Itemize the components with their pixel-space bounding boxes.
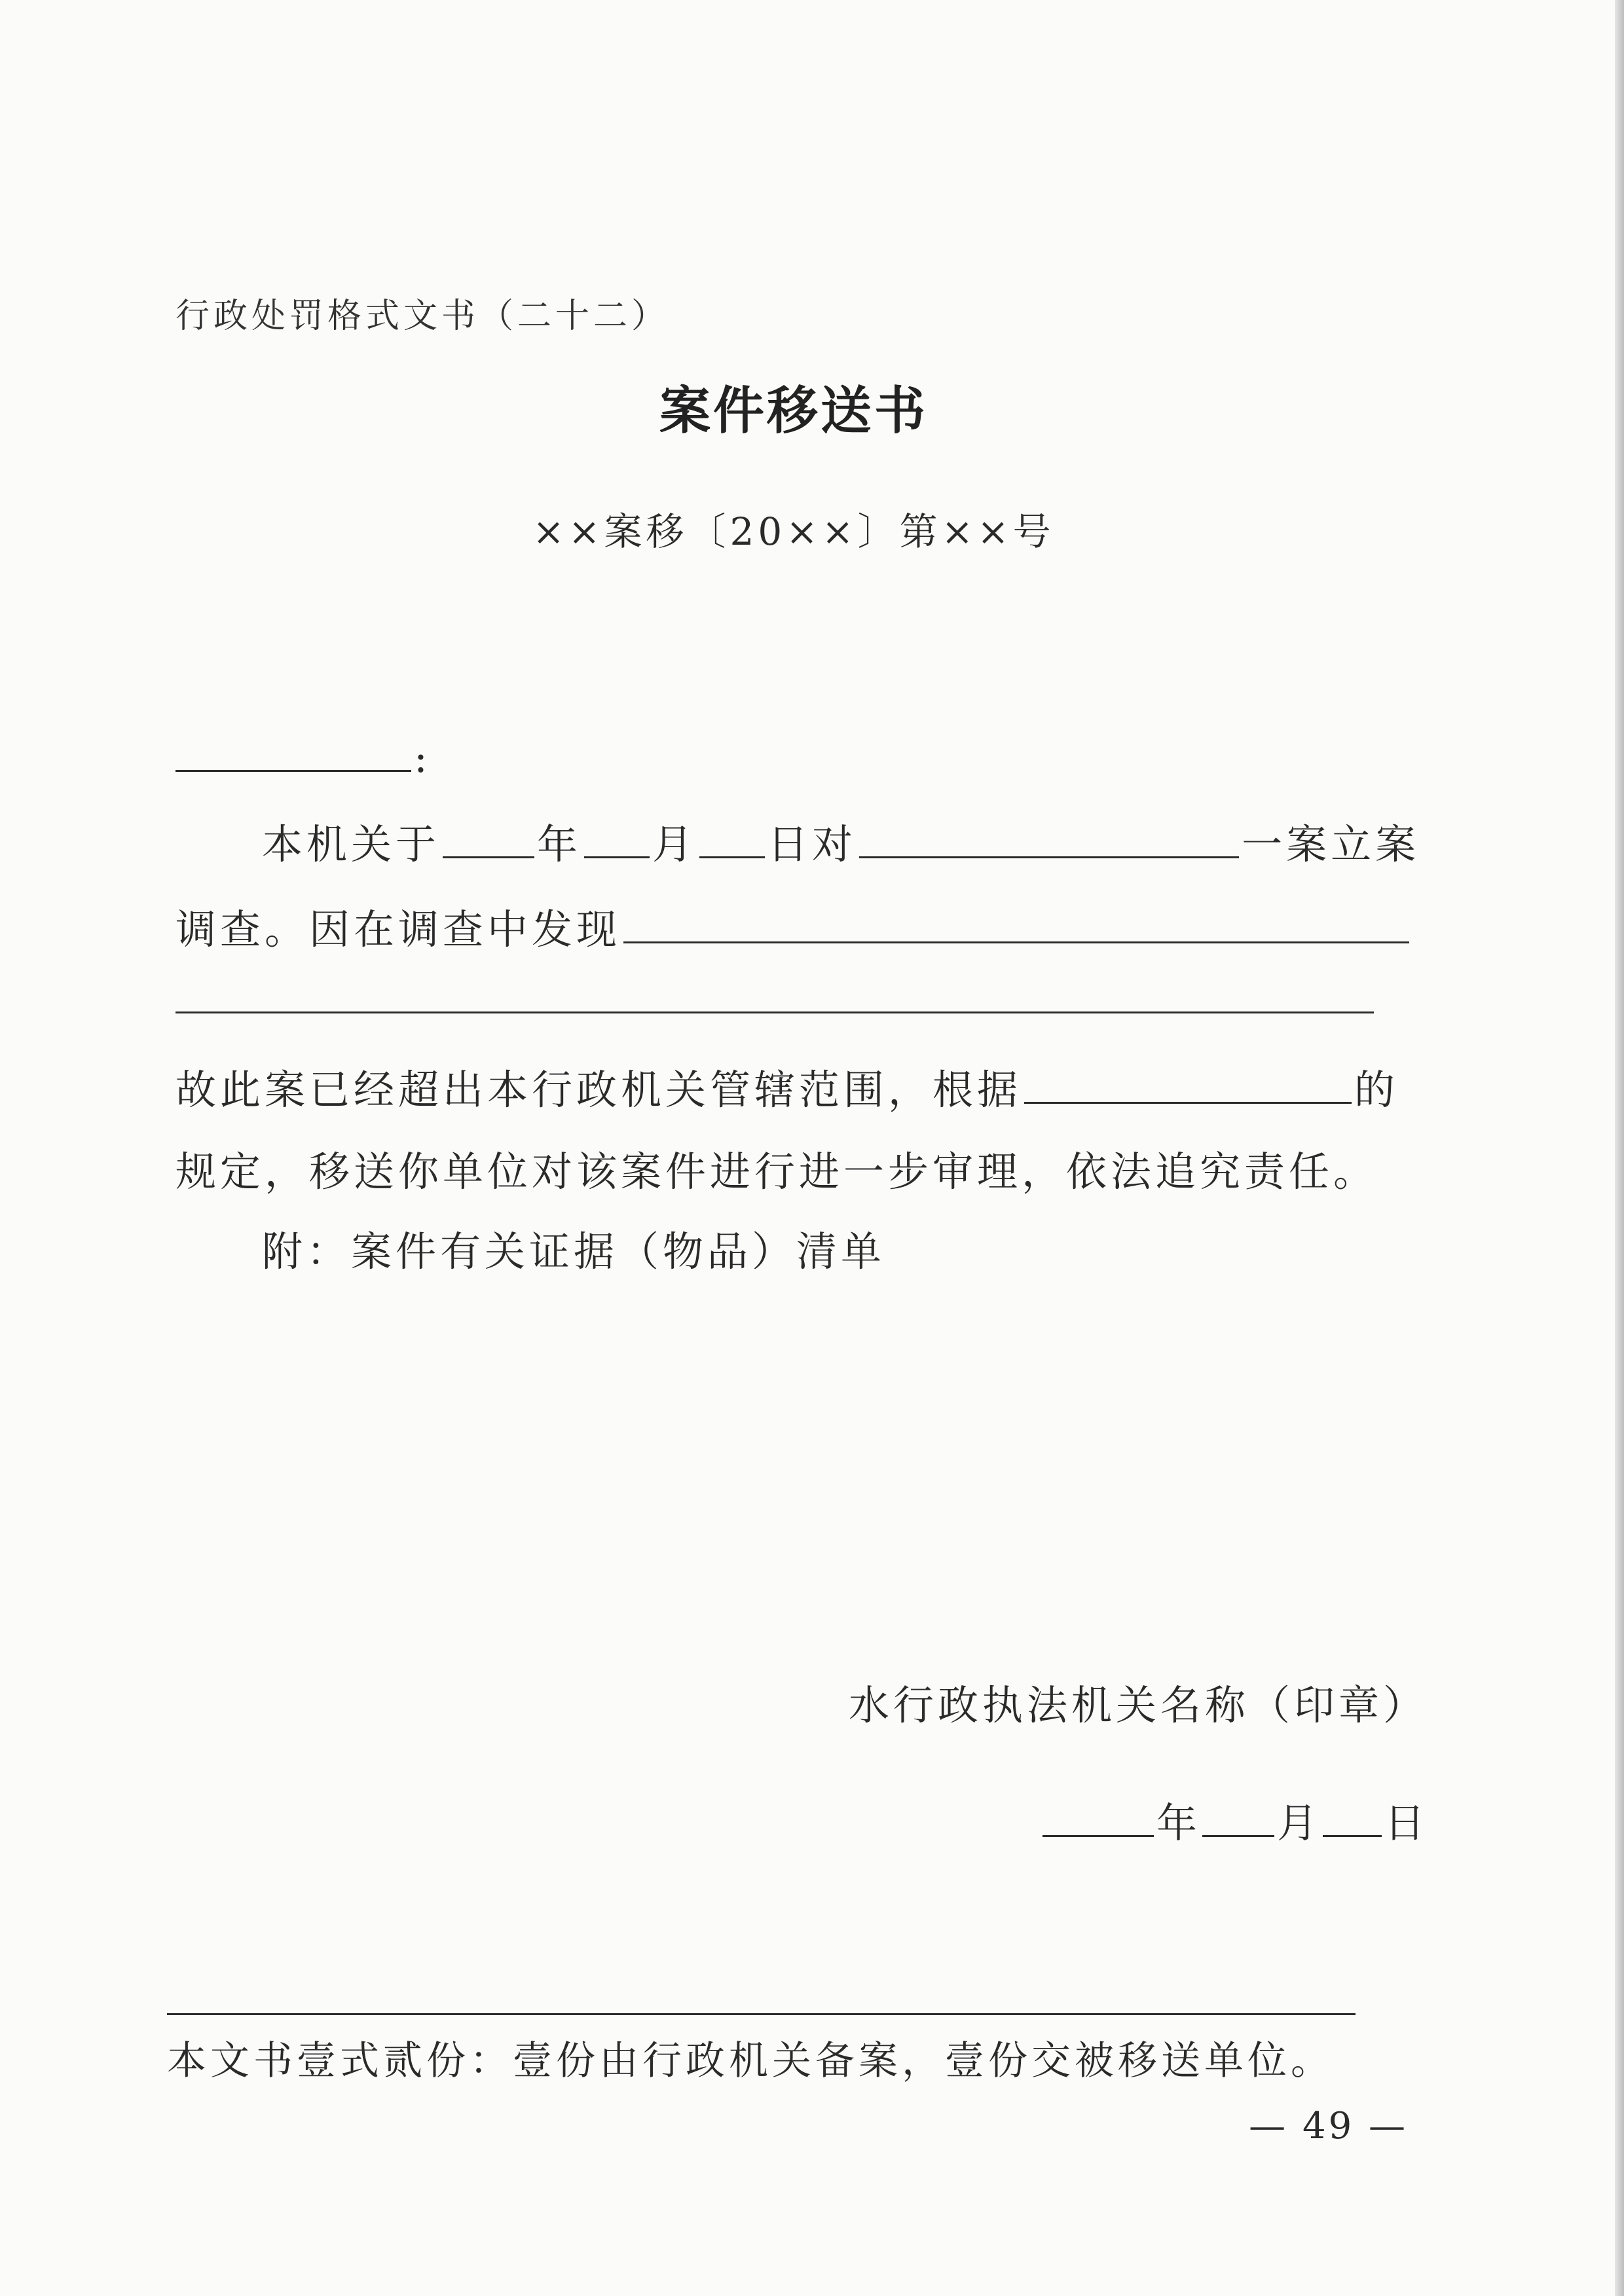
p2-finding-blank[interactable] [623, 905, 1409, 943]
footer-divider [167, 2013, 1356, 2015]
sign-year-blank[interactable] [1043, 1798, 1154, 1837]
page-number: — 49 — [1249, 2105, 1408, 2147]
addressee-blank[interactable] [175, 733, 411, 772]
sign-day: 日 [1384, 1799, 1428, 1847]
p1-month-blank[interactable] [584, 820, 650, 858]
sign-month: 月 [1276, 1799, 1320, 1847]
p1-year: 年 [537, 820, 582, 868]
p1-year-blank[interactable] [443, 820, 534, 858]
seal-line: 水行政执法机关名称（印章） [848, 1681, 1428, 1729]
signature-date [1040, 1791, 1428, 1849]
p1-end: 一案立案 [1242, 820, 1420, 868]
document-series-label: 行政处罚格式文书（二十二） [175, 297, 670, 336]
p2-start: 调查。因在调查中发现 [175, 905, 621, 953]
sign-day-blank[interactable] [1323, 1798, 1382, 1837]
paragraph-line-3 [175, 1057, 1399, 1116]
paragraph-line-1 [262, 812, 1420, 870]
document-number: ××案移〔20××〕第××号 [532, 509, 1055, 554]
scan-edge [1615, 0, 1624, 2296]
p3-basis-blank[interactable] [1024, 1065, 1352, 1104]
p1-month: 月 [652, 820, 697, 868]
p3-end: 的 [1354, 1066, 1399, 1114]
sign-month-blank[interactable] [1202, 1798, 1274, 1837]
paragraph-line-4: 规定，移送你单位对该案件进行进一步审理，依法追究责任。 [175, 1148, 1378, 1195]
footer-note: 本文书壹式贰份：壹份由行政机关备案，壹份交被移送单位。 [167, 2038, 1334, 2084]
document-title: 案件移送书 [659, 381, 928, 441]
p3-start: 故此案已经超出本行政机关管辖范围，根据 [175, 1066, 1022, 1114]
p1-day-blank[interactable] [699, 820, 765, 858]
attachment-line: 附：案件有关证据（物品）清单 [262, 1228, 886, 1275]
sign-year: 年 [1156, 1799, 1200, 1847]
addressee-line [175, 733, 432, 782]
p1-day: 日对 [767, 820, 857, 868]
p1-start: 本机关于 [262, 820, 441, 868]
paragraph-line-2 [175, 897, 1412, 955]
finding-continuation-blank[interactable] [175, 1011, 1374, 1013]
addressee-colon: : [414, 733, 432, 782]
p1-case-blank[interactable] [859, 820, 1239, 858]
